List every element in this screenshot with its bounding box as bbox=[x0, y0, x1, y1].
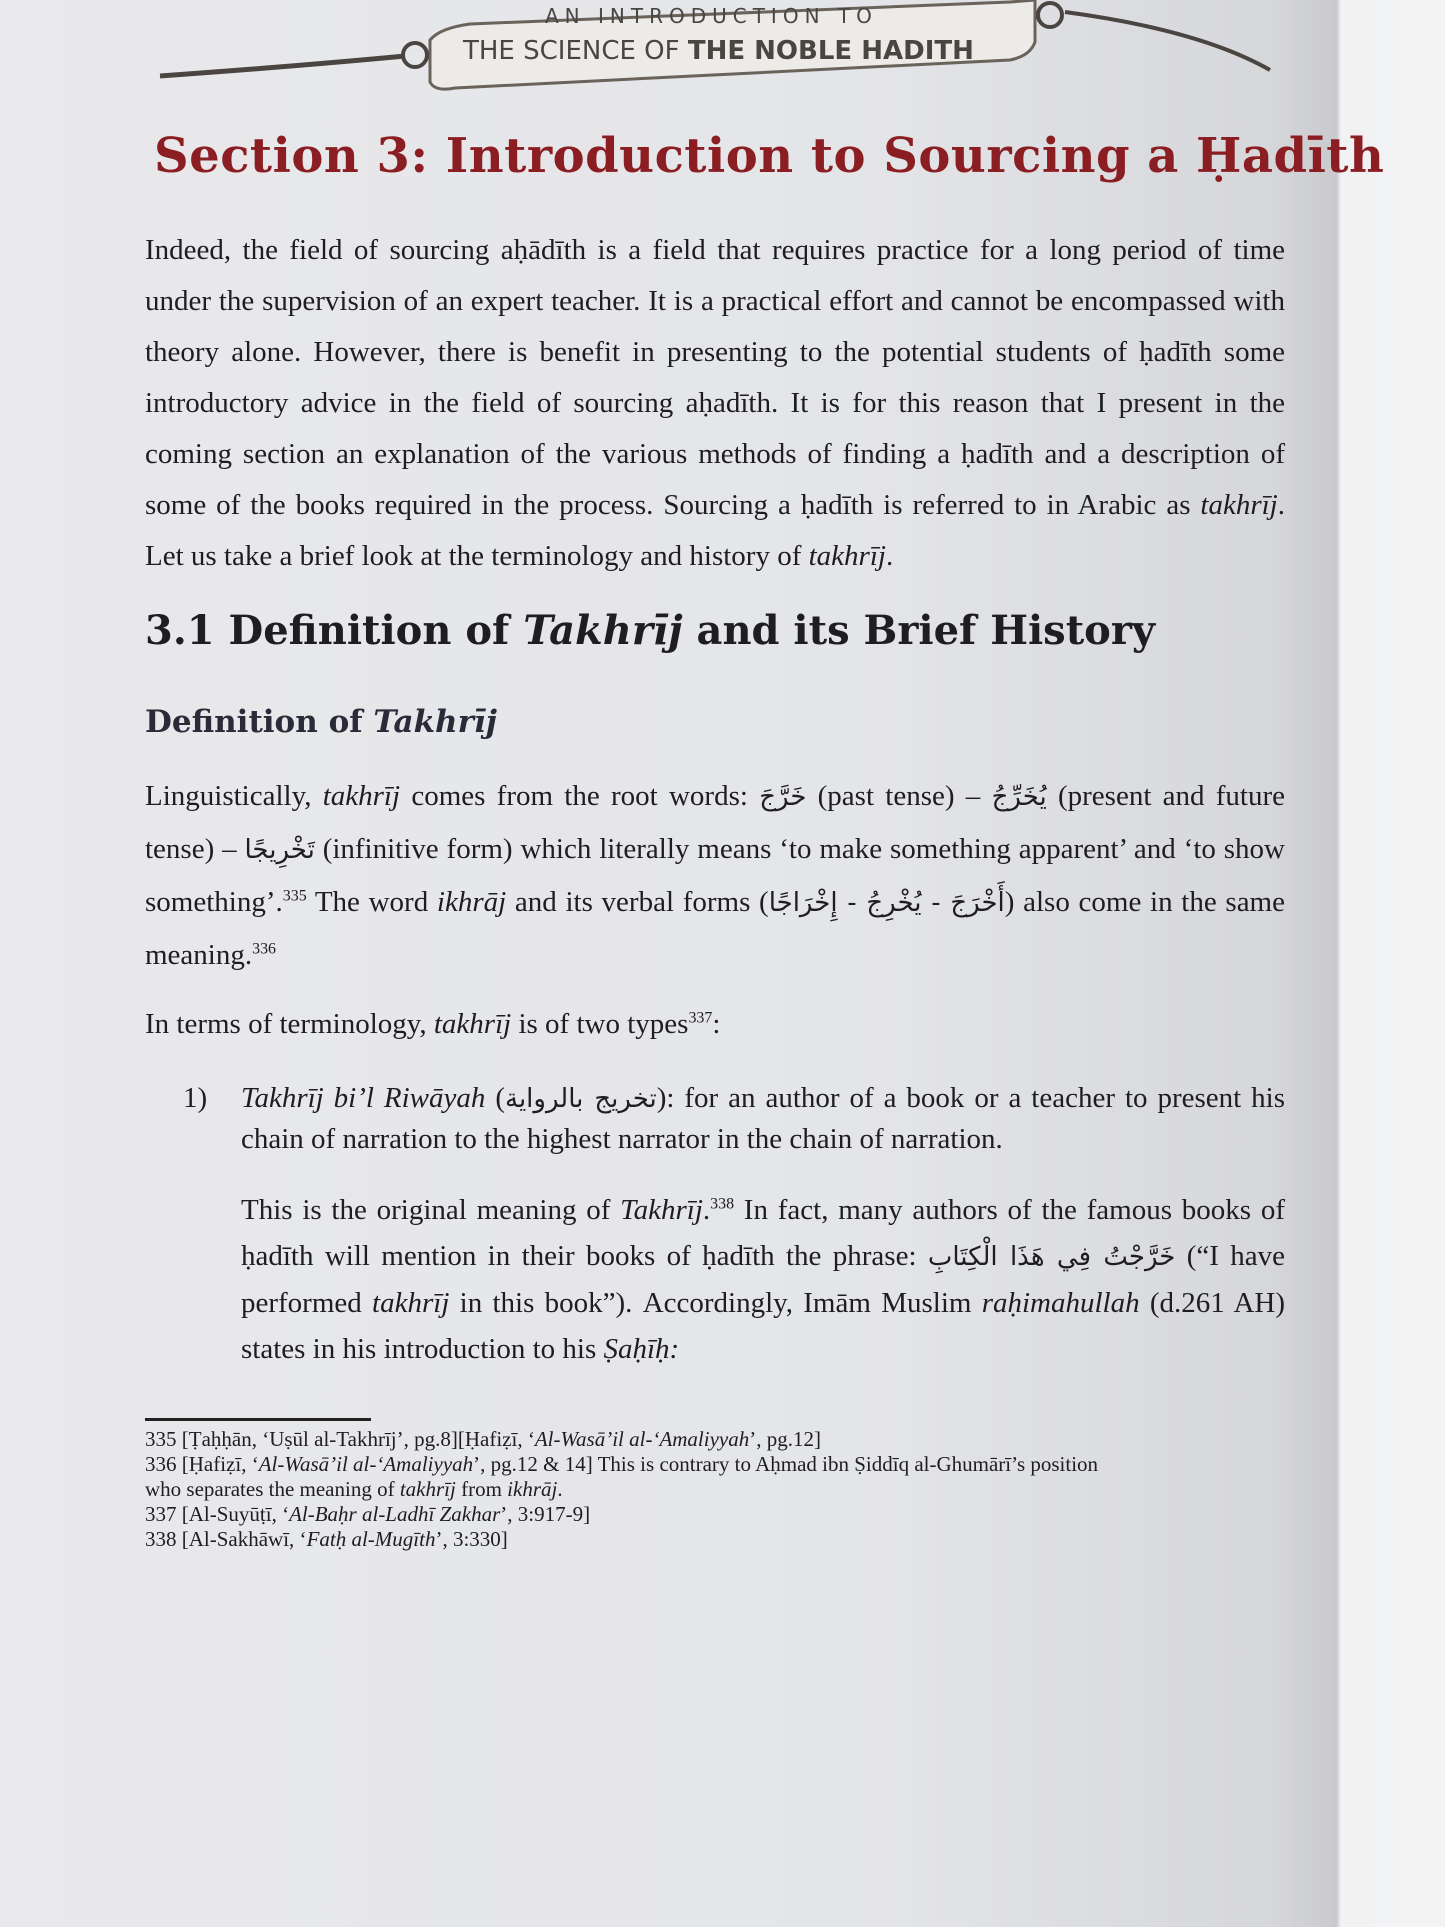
text-segment: who separates the meaning of bbox=[145, 1477, 400, 1501]
text-segment: Takhrīj bi’l Riwāyah bbox=[241, 1082, 486, 1114]
text-segment: 3.1 Definition of bbox=[145, 607, 524, 654]
text-segment: takhrīj bbox=[399, 1477, 456, 1501]
text-segment: ( bbox=[485, 1082, 505, 1114]
section-title: Section 3: Introduction to Sourcing a Ḥadīth bbox=[154, 128, 1385, 184]
text-segment: 335 [Ṭaḥḥān, ‘Uṣūl al-Takhrīj’, pg.8][Ḥafiẓī, ‘ bbox=[145, 1427, 535, 1451]
page-body bbox=[145, 225, 1285, 1552]
text-segment: ’, pg.12 & 14] This is contrary to Aḥmad ibn Ṣiddīq al-Ghumārī’s position bbox=[473, 1452, 1099, 1476]
text-segment: (d.261 AH) states in his introduction to his bbox=[241, 1287, 1285, 1365]
text-segment: Takhrīj bbox=[620, 1194, 703, 1226]
text-segment: ikhrāj bbox=[507, 1477, 558, 1501]
text-segment: (past tense) – bbox=[806, 780, 992, 812]
terminology-paragraph bbox=[145, 999, 1285, 1050]
footnote-ref: 337 bbox=[688, 1009, 713, 1027]
text-segment: Definition of bbox=[145, 704, 374, 740]
text-segment: comes from the root words: bbox=[400, 780, 760, 812]
text-segment: ’, pg.12] bbox=[749, 1427, 821, 1451]
text-segment: is of two types bbox=[511, 1008, 689, 1040]
footnote-ref: 336 bbox=[252, 940, 277, 958]
text-segment: raḥimahullah bbox=[981, 1287, 1140, 1319]
text-segment: takhrīj bbox=[808, 540, 886, 572]
intro-paragraph bbox=[145, 225, 1285, 582]
text-segment: from bbox=[455, 1477, 508, 1501]
footnote-ref: 338 bbox=[710, 1195, 735, 1213]
footnote-337 bbox=[145, 1502, 1285, 1527]
arabic-text: خَرَّجَ bbox=[759, 782, 807, 812]
header-line2-light: THE SCIENCE OF bbox=[463, 36, 688, 66]
list-item-1 bbox=[241, 1078, 1285, 1159]
text-segment: takhrīj bbox=[322, 780, 401, 812]
text-segment: ): for an author of a book or a teacher to present his chain of narration to the highest narrator in the chain of narration. bbox=[241, 1082, 1285, 1155]
footnote-divider bbox=[145, 1418, 371, 1421]
text-segment: takhrīj bbox=[372, 1287, 450, 1319]
text-segment: ikhrāj bbox=[436, 886, 507, 918]
text-segment: The word bbox=[306, 886, 437, 918]
text-segment: takhrīj bbox=[1200, 489, 1278, 521]
text-segment: ’, 3:917-9] bbox=[500, 1502, 591, 1526]
running-header bbox=[0, 0, 1445, 100]
text-segment: : bbox=[712, 1008, 721, 1040]
text-segment: takhrīj bbox=[433, 1008, 512, 1040]
text-segment: ’, 3:330] bbox=[435, 1527, 508, 1551]
text-segment: In terms of terminology, bbox=[145, 1008, 434, 1040]
arabic-text: تَخْرِيجًا bbox=[244, 835, 315, 865]
text-segment: Al-Baḥr al-Ladhī Zakhar bbox=[289, 1502, 501, 1526]
text-segment: Takhrīj bbox=[373, 704, 497, 740]
text-segment: in this book”). Accordingly, Imām Muslim bbox=[449, 1287, 982, 1319]
text-segment: . bbox=[702, 1194, 711, 1226]
text-segment: . bbox=[885, 540, 894, 572]
definition-heading bbox=[145, 702, 1285, 742]
footnote-336 bbox=[145, 1452, 1285, 1477]
text-segment: and its Brief History bbox=[682, 607, 1156, 654]
text-segment: . Let us take a brief look at the terminology and history of bbox=[145, 489, 1285, 572]
types-list bbox=[145, 1078, 1285, 1372]
list-item-1-paragraph bbox=[241, 1187, 1285, 1372]
text-segment: (present and future tense) – bbox=[145, 780, 1286, 865]
footnote-335 bbox=[145, 1427, 1285, 1452]
header-line2-bold: THE NOBLE HADITH bbox=[687, 36, 974, 66]
footnote-ref: 335 bbox=[282, 887, 307, 905]
text-segment: Fatḥ al-Mugīth bbox=[306, 1527, 436, 1551]
text-segment: Al-Wasā’il al-‘Amaliyyah bbox=[258, 1452, 474, 1476]
text-segment: This is the original meaning of bbox=[241, 1194, 621, 1226]
text-segment: 336 [Ḥafiẓī, ‘ bbox=[145, 1452, 259, 1476]
text-segment: Linguistically, bbox=[145, 780, 323, 812]
text-segment: and its verbal forms ( bbox=[506, 886, 769, 918]
text-segment: ) also come in the same meaning. bbox=[145, 886, 1285, 971]
header-line1: AN INTRODUCTION TO bbox=[545, 4, 878, 28]
arabic-text: يُخَرِّجُ bbox=[991, 782, 1047, 812]
linguistic-paragraph bbox=[145, 770, 1285, 981]
text-segment: 337 [Al-Suyūṭī, ‘ bbox=[145, 1502, 290, 1526]
text-segment: In fact, many authors of the famous books of ḥadīth will mention in their books of ḥadīth the phrase: bbox=[241, 1194, 1285, 1272]
arabic-text: خَرَّجْتُ فِي هَذَا الْكِتَابِ bbox=[927, 1242, 1176, 1272]
subsection-heading bbox=[145, 604, 1285, 658]
footnotes bbox=[145, 1427, 1285, 1552]
footnote-338 bbox=[145, 1527, 1285, 1552]
text-segment: Indeed, the field of sourcing aḥādīth is a field that requires practice for a long period of time under the supervision of an expert teacher. It is a practical effort and cannot be encompassed with theory alone. However, there is benefit in presenting to the potential students of ḥadīth some introductory advice in the field of sourcing aḥadīth. It is for this reason that I present in the coming section an explanation of the various methods of finding a ḥadīth and a description of some of the books required in the process. Sourcing a ḥadīth is referred to in Arabic as bbox=[145, 234, 1285, 521]
footnote-336-cont bbox=[145, 1477, 1285, 1502]
text-segment: (infinitive form) which literally means ‘to make something apparent’ and ‘to show something’. bbox=[145, 833, 1285, 918]
list-item-body bbox=[241, 1078, 1285, 1372]
list-item-number: 1) bbox=[183, 1082, 208, 1114]
header-line2 bbox=[463, 36, 974, 66]
arabic-text: تخريج بالرواية bbox=[505, 1084, 657, 1114]
text-segment: Takhrīj bbox=[523, 607, 683, 654]
text-segment: Ṣaḥīḥ: bbox=[603, 1333, 680, 1365]
text-segment: (“I have performed bbox=[241, 1240, 1286, 1319]
text-segment: . bbox=[557, 1477, 563, 1501]
text-segment: 338 [Al-Sakhāwī, ‘ bbox=[145, 1527, 307, 1551]
arabic-text: أَخْرَجَ - يُخْرِجُ - إِخْرَاجًا bbox=[768, 888, 1005, 918]
text-segment: Al-Wasā’il al-‘Amaliyyah bbox=[534, 1427, 750, 1451]
